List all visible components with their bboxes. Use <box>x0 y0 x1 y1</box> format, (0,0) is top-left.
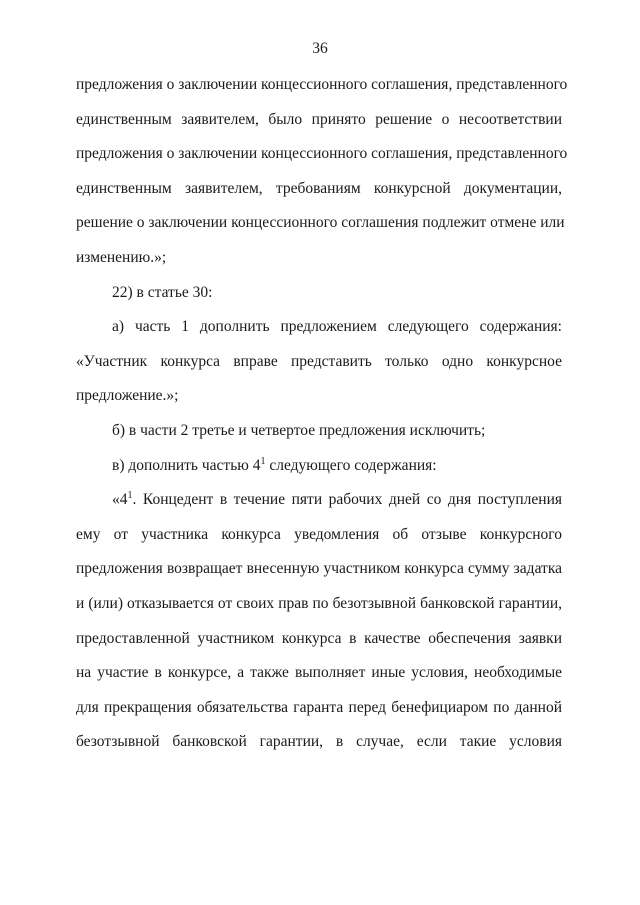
line-text: «4 <box>112 491 128 509</box>
body-line: а) часть 1 дополнить предложением следующего содержания: <box>112 318 562 336</box>
body-line: решение о заключении концессионного соглашения подлежит отмене или <box>76 214 565 232</box>
body-line: единственным заявителем, было принято решение о несоответствии <box>76 110 562 128</box>
body-line: б) в части 2 третье и четвертое предложения исключить; <box>112 421 486 439</box>
body-line: предложение.»; <box>76 387 179 405</box>
body-line: для прекращения обязательства гаранта перед бенефициаром по данной <box>76 698 562 716</box>
superscript: 1 <box>127 490 133 502</box>
body-line: на участие в конкурсе, а также выполняет иные условия, необходимые <box>76 664 562 682</box>
body-line: ему от участника конкурса уведомления об отзыве конкурсного <box>76 525 562 543</box>
document-body <box>76 68 568 760</box>
body-line <box>76 483 562 518</box>
body-line: предложения возвращает внесенную участником конкурса сумму задатка <box>76 560 562 578</box>
body-line: безотзывной банковской гарантии, в случае, если такие условия <box>76 733 562 751</box>
list-item-heading: 22) в статье 30: <box>112 283 213 301</box>
body-line: изменению.»; <box>76 248 167 266</box>
body-line <box>76 449 562 484</box>
page-number: 36 <box>312 40 328 57</box>
body-line: предложения о заключении концессионного соглашения, представленного <box>76 76 568 93</box>
body-line: «Участник конкурса вправе представить только одно конкурсное <box>76 352 562 370</box>
body-line: предоставленной участником конкурса в качестве обеспечения заявки <box>76 629 562 647</box>
body-line: единственным заявителем, требованиям конкурсной документации, <box>76 179 562 197</box>
superscript: 1 <box>260 455 266 467</box>
body-line: предложения о заключении концессионного соглашения, представленного <box>76 145 568 163</box>
line-text: . Концедент в течение пяти рабочих дней со дня поступления <box>132 491 562 509</box>
line-text: следующего содержания: <box>265 456 437 474</box>
body-line: и (или) отказывается от своих прав по безотзывной банковской гарантии, <box>76 594 562 612</box>
line-text: в) дополнить частью 4 <box>112 456 261 474</box>
